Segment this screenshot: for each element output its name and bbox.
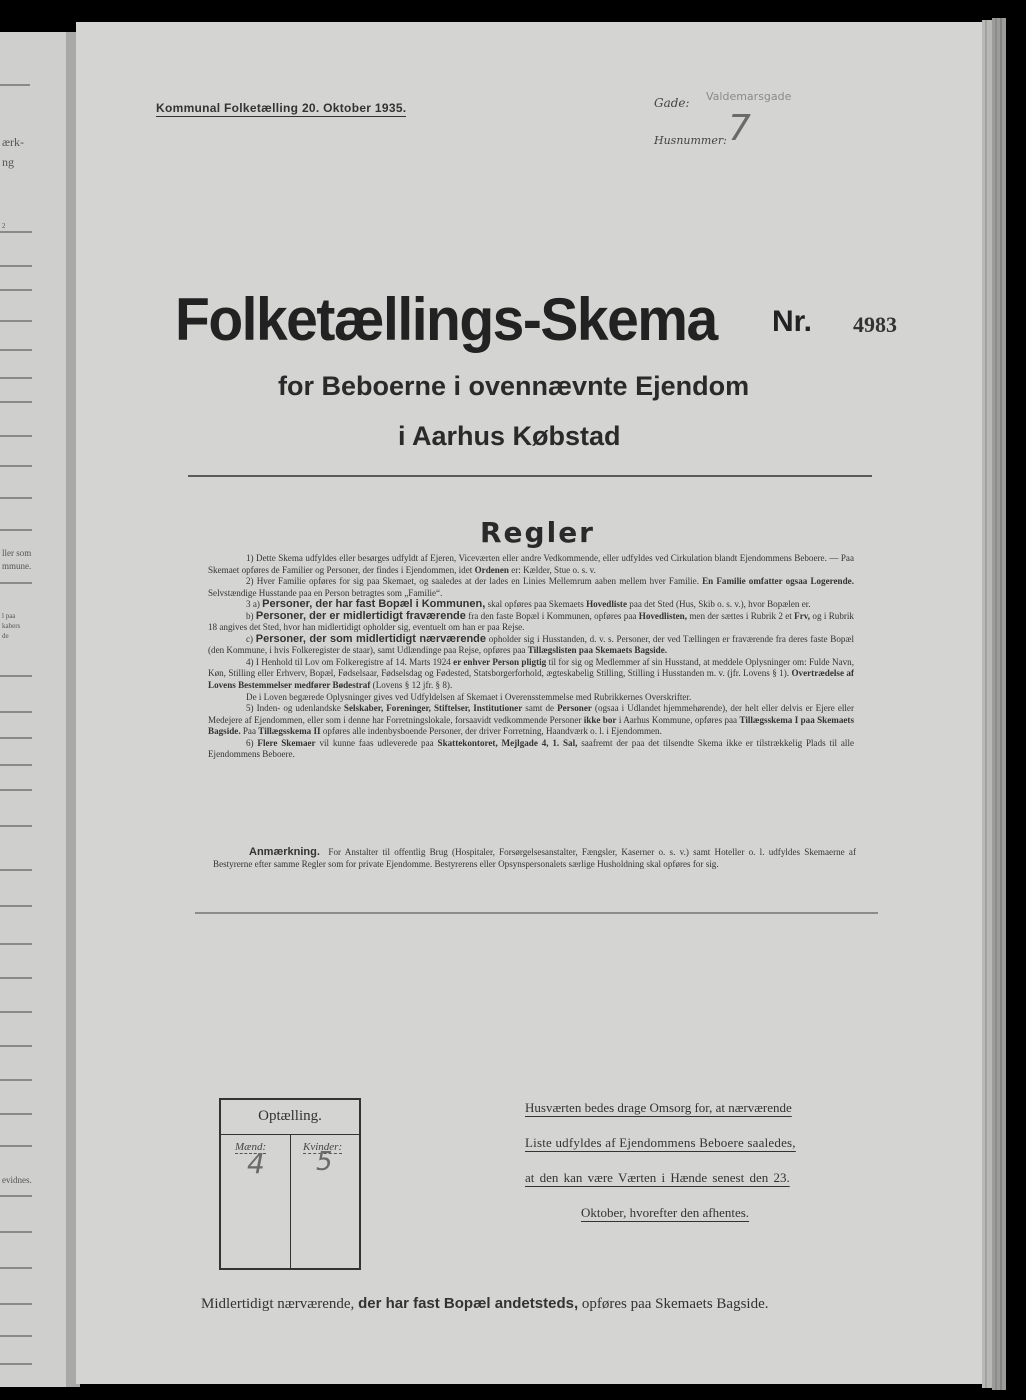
- landlord-notice-line: Liste udfyldes af Ejendommens Beboere saaledes,: [525, 1135, 796, 1150]
- left-page-fragment: ller som: [2, 548, 32, 558]
- left-page-fragment: evidnes.: [2, 1175, 32, 1185]
- street-value: Valdemarsgade: [706, 90, 792, 103]
- left-page-fragment: ærk-: [2, 135, 24, 149]
- rule-5: 5) Inden- og udenlandske Selskaber, Foreninger, Stiftelser, Institutioner samt de Personer (ogsaa i Udlandet hjemmehørende), der helt eller delvis er Ejere eller Medejere af Ejendommen, eller som i denne har Forretningslokale, forsaavidt vedkommende Personer ikke bor i Aarhus Kommune, opføres paa Tillægsskema I paa Skemaets Bagside. Paa Tillægsskema II opføres alle indenbysboende Personer, der driver Forretning, Haandværk o. l. i Ejendommen.: [208, 703, 854, 737]
- left-page-fragment: ng: [2, 155, 14, 169]
- landlord-notice-line: at den kan være Værten i Hænde senest den 23.: [525, 1170, 790, 1185]
- house-number-label: Husnummer:: [654, 134, 727, 147]
- rule-6: 6) Flere Skemaer vil kunne faas udleverede paa Skattekontoret, Mejlgade 4, 1. Sal, saafremt der paa det tilsendte Skema ikke er tilstrækkelig Plads til alle Ejendommens Beboere.: [208, 737, 855, 760]
- count-box: [219, 1098, 361, 1270]
- form-number-label: Nr.: [772, 305, 813, 338]
- landlord-notice-line: Husværten bedes drage Omsorg for, at nærværende: [525, 1100, 792, 1115]
- street-label: Gade:: [654, 96, 690, 110]
- rules-body: [208, 553, 854, 761]
- count-column-divider: [290, 1134, 291, 1268]
- women-count-value: 5: [316, 1147, 333, 1177]
- rule-4: 4) I Henhold til Lov om Folkeregistre af 14. Marts 1924 er enhver Person pligtig til for sig og Medlemmer af sin Husstand, at meddele Oplysninger om: Fulde Navn, Køn, Stilling eller Erhverv, Bopæl, Fødselsaar, Fødselsdag og Fødested, Statsborgerforhold, ægteskabelig Stilling, Stilling i Husstanden m. v. (jfr. Lovens § 1). Overtrædelse af Lovens Bestemmelser medfører Bødestraf (Lovens § 12 jfr. § 8).: [208, 656, 855, 691]
- landlord-notice-line: Oktober, hvorefter den afhentes.: [581, 1205, 750, 1220]
- footer-instruction: Midlertidigt nærværende, der har fast Bopæl andetsteds, opføres paa Skemaets Bagside.: [201, 1295, 769, 1312]
- remark: [213, 847, 856, 871]
- left-page-fragment: kabers: [2, 622, 21, 630]
- count-title: Optælling.: [258, 1108, 322, 1124]
- rule-3c: c) Personer, der som midlertidigt nærværende opholder sig i Husstanden, d. v. s. Personer, der ved Tællingen er fraværende fra deres faste Bopæl (den Kommune, i hvis Folkeregister de staar), samt Udlændinge paa Rejse, opføres paa Tillægslisten paa Skemaets Bagside.: [208, 632, 855, 656]
- remark-text: For Anstalter til offentlig Brug (Hospitaler, Forsørgelsesanstalter, Fængsler, Kaserner o. s. v.) samt Hoteller o. l. udfyldes Skemaerne af Bestyrerne efter samme Regler som for private Ejendomme. Bestyrerens eller Opsynspersonalets særlige Husholdning skal opføres for sig.: [213, 847, 856, 869]
- rule-4-note: De i Loven begærede Oplysninger gives ved Udfyldelsen af Skemaet i Overensstemmelse med Rubrikkernes Overskrifter.: [246, 691, 692, 702]
- left-page-fragment: de: [2, 632, 9, 640]
- rules-heading: Regler: [480, 516, 595, 549]
- left-page-fragment: l paa: [2, 612, 16, 620]
- form-number-value: 4983: [853, 312, 897, 337]
- census-header-title: Kommunal Folketælling 20. Oktober 1935.: [156, 101, 407, 115]
- remark-label: Anmærkning.: [249, 846, 320, 858]
- left-page-fragment: mmune.: [2, 561, 32, 571]
- form-subtitle-city: i Aarhus Købstad: [398, 421, 621, 451]
- rule-3b: b) Personer, der er midlertidigt fraværende fra den faste Bopæl i Kommunen, opføres paa Hovedlisten, men der sættes i Rubrik 2 et Frv, og i Rubrik 18 angives det Sted, hvor han midlertidigt opholder sig, eventuelt om han er paa Rejse.: [208, 609, 854, 633]
- rule-1: 1) Dette Skema udfyldes eller besørges udfyldt af Ejeren, Viceværten eller andre Vedkommende, eller udfyldes ved Cirkulation blandt Ejendommens Beboere. — Paa Skemaet opføres de Familier og Personer, der findes i Ejendommen, idet Ordenen er: Kælder, Stue o. s. v.: [208, 553, 854, 575]
- rule-3a: 3 a) Personer, der har fast Bopæl i Kommunen, skal opføres paa Skemaets Hovedliste paa det Sted (Hus, Skib o. s. v.), hvor Bopælen er.: [246, 598, 811, 611]
- men-count-label: Mænd:: [235, 1141, 267, 1153]
- form-subtitle: for Beboerne i ovennævnte Ejendom: [278, 371, 750, 401]
- men-count-value: 4: [247, 1147, 265, 1180]
- women-count-label: Kvinder:: [303, 1141, 343, 1153]
- rule-2: 2) Hver Familie opføres for sig paa Skemaet, og saaledes at der lades en Linies Mellemrum aaben mellem hver Familie. En Familie omfatter ogsaa Logerende. Selvstændige Husstande paa en Person betragtes som „Familie“.: [208, 576, 854, 598]
- house-number-value: 7: [728, 108, 751, 149]
- left-page-fragment: 2: [2, 222, 6, 230]
- form-title: Folketællings-Skema: [175, 286, 717, 354]
